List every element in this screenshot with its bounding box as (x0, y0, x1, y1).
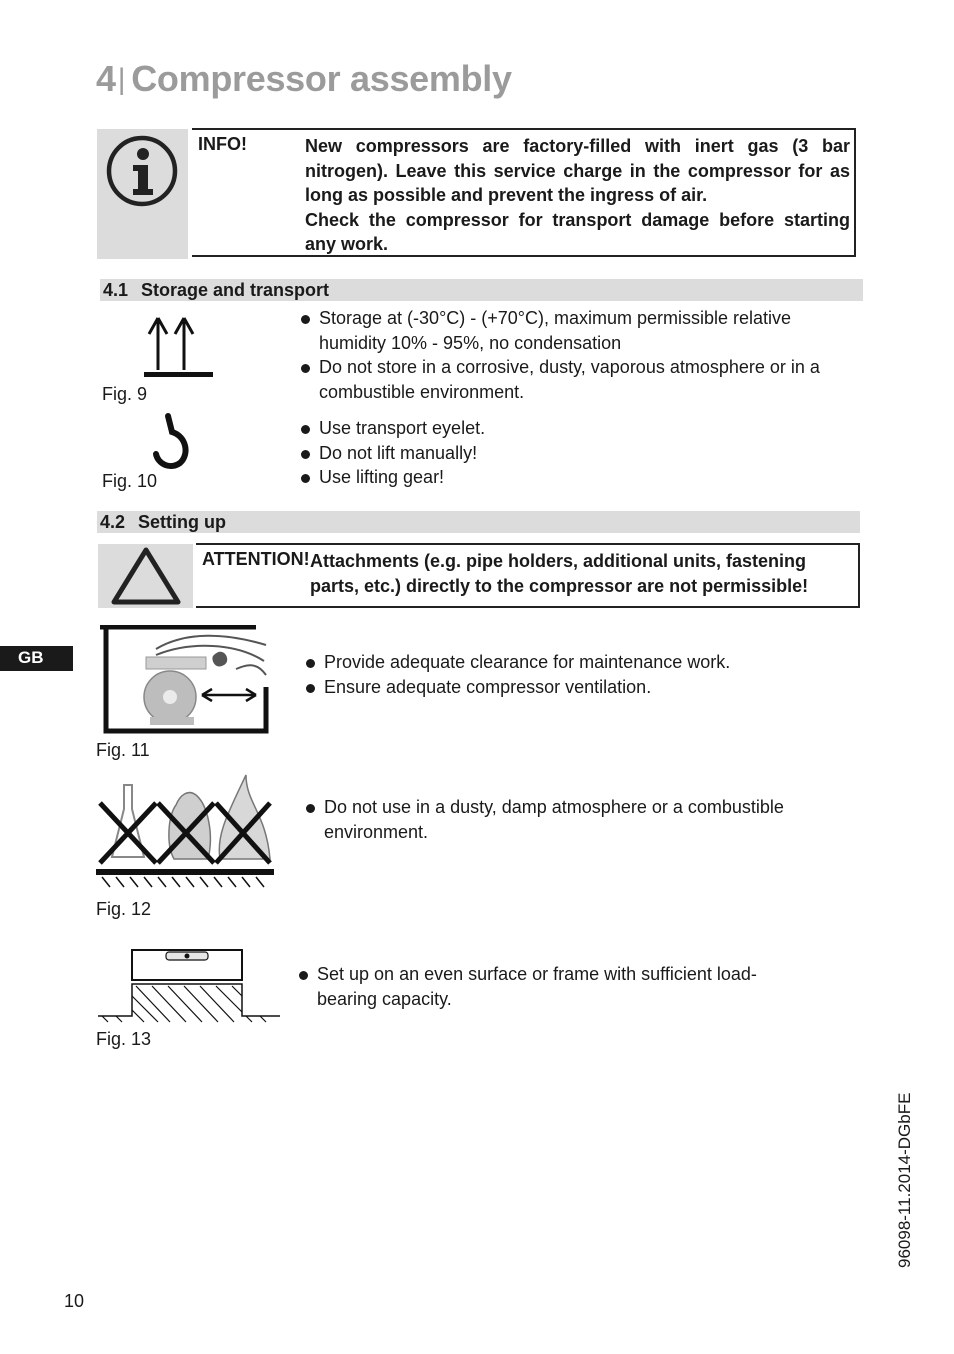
chapter-title: Compressor assembly (131, 58, 512, 99)
attention-icon-panel (98, 544, 193, 608)
no-dust-damp-combustible-icon (96, 765, 276, 895)
list-item: Set up on an even surface or frame with sufficient loadbearing capacity. (297, 962, 777, 1011)
list-item: Storage at (-30°C) - (+70°C), maximum permissible relative humidity 10% - 95%, no condensation (299, 306, 854, 355)
info-text (305, 134, 850, 257)
info-icon-panel (97, 129, 188, 259)
warning-triangle-icon (98, 544, 193, 608)
list-item: Use transport eyelet. (299, 416, 854, 441)
fig13-bullets (297, 962, 777, 1011)
list-item: Do not store in a corrosive, dusty, vaporous atmosphere or in a combustible environment. (299, 355, 854, 404)
section-number: 4.2 (100, 512, 126, 532)
transport-bullets (299, 416, 854, 490)
language-tab-label: GB (18, 648, 44, 667)
fig12-bullets (304, 795, 804, 844)
arrows-up-icon (140, 314, 220, 380)
fig11-bullets (304, 650, 824, 699)
fig11-label: Fig. 11 (96, 740, 150, 760)
page-number: 10 (64, 1291, 85, 1311)
fig12-label: Fig. 12 (96, 899, 152, 919)
list-item: Use lifting gear! (299, 465, 854, 490)
section-title: Storage and transport (141, 280, 330, 300)
section-header-4-2 (97, 511, 860, 533)
section-header-4-1 (100, 279, 863, 301)
info-label: INFO! (198, 134, 247, 154)
attention-text: Attachments (e.g. pipe holders, additional units, fastening parts, etc.) directly to the compressor are not permissible! (310, 551, 809, 596)
info-paragraph-1: New compressors are factory-filled with inert gas (3 bar nitrogen). Leave this service charge in the compressor for as long as possible and prevent the ingress of air. (305, 136, 850, 205)
clearance-ventilation-icon (96, 625, 276, 735)
info-paragraph-2: Check the compressor for transport damage before starting any work. (305, 209, 850, 254)
chapter-number: 4 (96, 58, 116, 99)
section-number: 4.1 (103, 280, 129, 300)
info-icon (97, 129, 188, 259)
list-item: Ensure adequate compressor ventilation. (304, 675, 824, 700)
fig9-label: Fig. 9 (102, 384, 148, 404)
hook-icon (150, 412, 200, 472)
level-surface-icon (96, 946, 286, 1026)
fig10-label: Fig. 10 (102, 471, 158, 491)
storage-bullets (299, 306, 854, 404)
attention-label: ATTENTION! (202, 549, 310, 569)
list-item: Do not lift manually! (299, 441, 854, 466)
section-title: Setting up (138, 512, 226, 532)
language-tab (0, 646, 73, 671)
list-item: Do not use in a dusty, damp atmosphere or a combustible environment. (304, 795, 804, 844)
title-separator: | (117, 63, 126, 96)
list-item: Provide adequate clearance for maintenance work. (304, 650, 824, 675)
page-title (96, 58, 512, 100)
fig13-label: Fig. 13 (96, 1029, 152, 1049)
document-code: 96098-11.2014-DGbFE (895, 1092, 914, 1268)
